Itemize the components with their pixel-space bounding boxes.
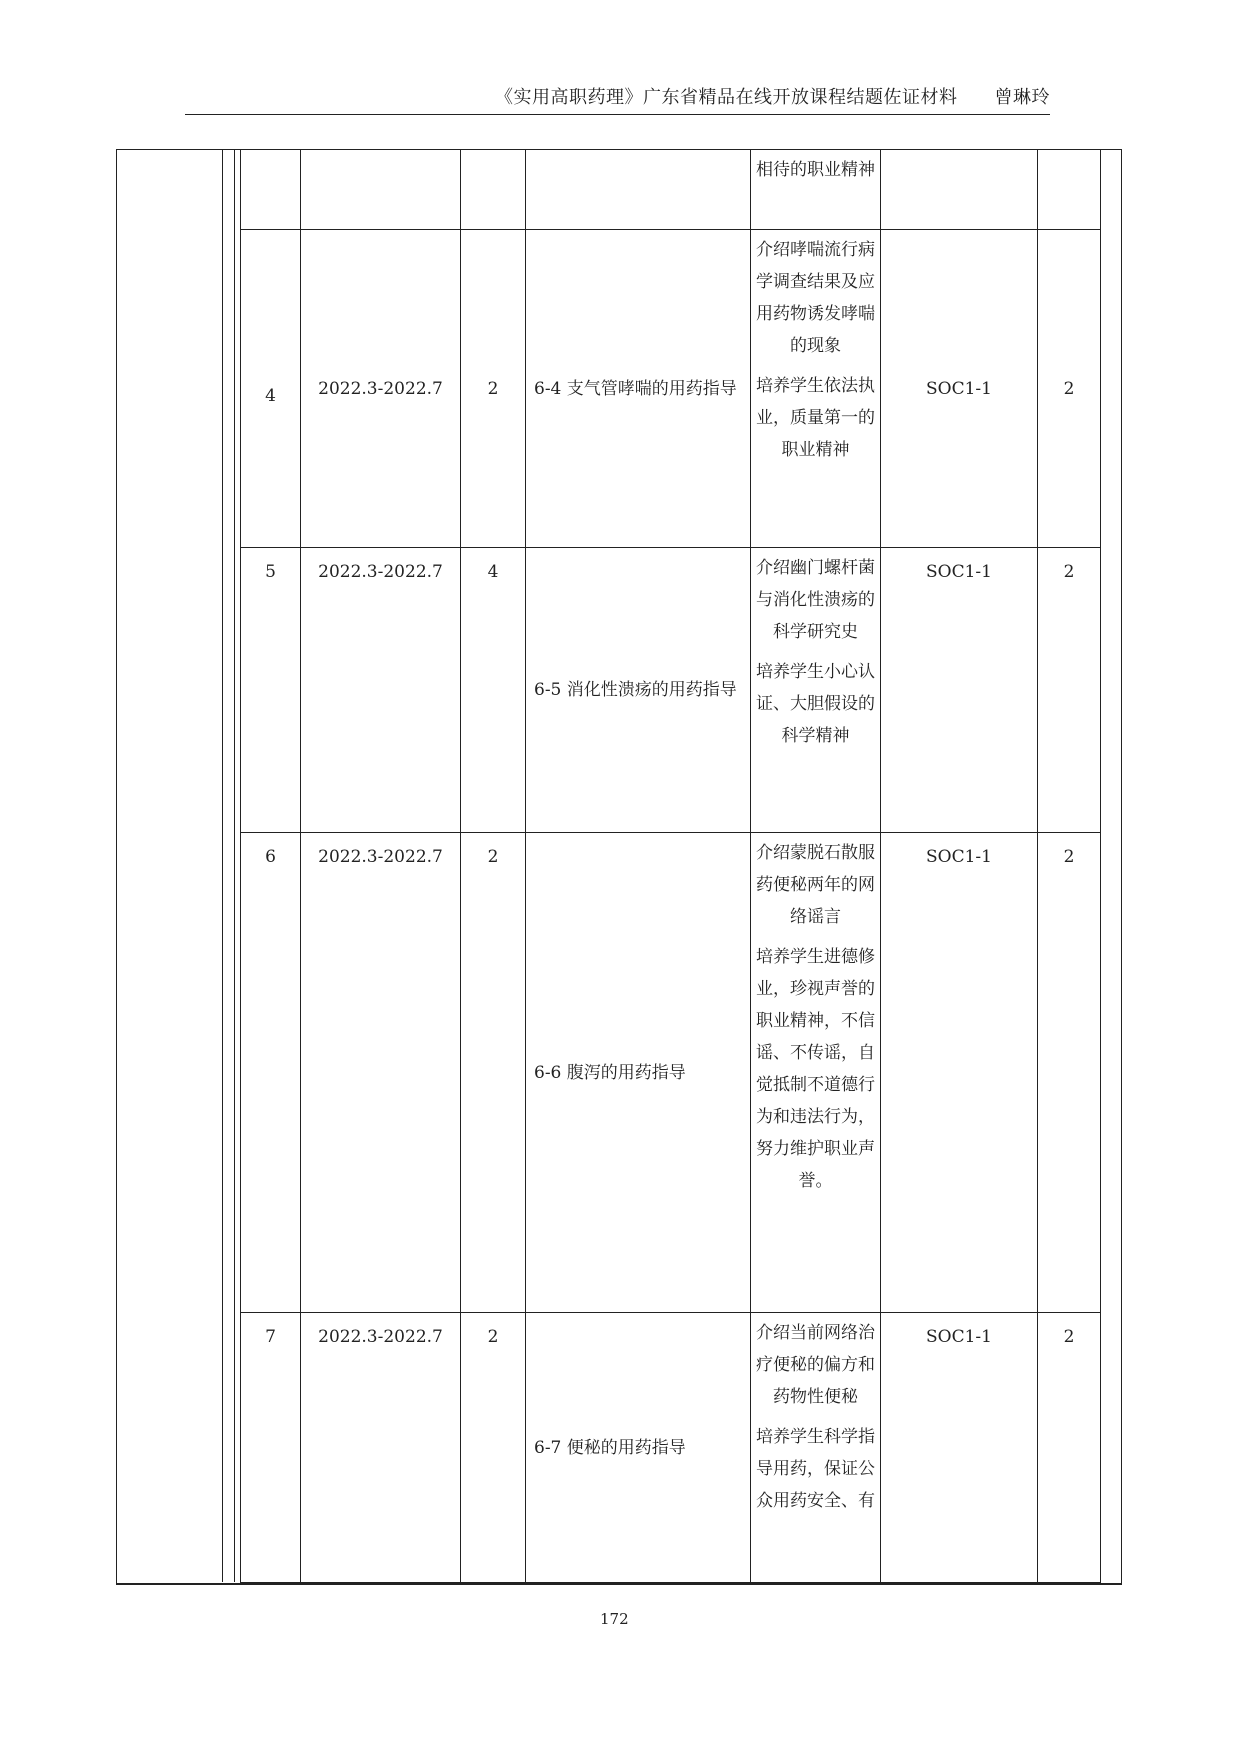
content-paragraph: 介绍幽门螺杆菌与消化性溃疡的科学研究史 <box>756 558 875 642</box>
cell-topic: 6-6 腹泻的用药指导 <box>526 833 751 1313</box>
page-header <box>185 86 1050 115</box>
cell-score: 2 <box>1038 230 1101 548</box>
cell-score: 2 <box>1038 1313 1101 1583</box>
cell-code: SOC1-1 <box>881 548 1038 833</box>
content-paragraph: 培养学生依法执业，质量第一的职业精神 <box>756 376 875 460</box>
cell-num: 6 <box>241 833 301 1313</box>
cell-content <box>751 150 881 230</box>
cell-topic <box>526 150 751 230</box>
cell-content <box>751 230 881 548</box>
cell-score <box>1038 150 1101 230</box>
cell-hours: 2 <box>461 833 526 1313</box>
cell-num: 4 <box>241 230 301 548</box>
cell-topic: 6-5 消化性溃疡的用药指导 <box>526 548 751 833</box>
cell-score: 2 <box>1038 548 1101 833</box>
course-table <box>240 149 1101 1583</box>
cell-code <box>881 150 1038 230</box>
table-row <box>241 548 1101 833</box>
cell-num: 7 <box>241 1313 301 1583</box>
cell-date: 2022.3-2022.7 <box>301 548 461 833</box>
header-text: 《实用高职药理》广东省精品在线开放课程结题佐证材料 曾琳玲 <box>495 87 1050 108</box>
cell-hours <box>461 150 526 230</box>
cell-num: 5 <box>241 548 301 833</box>
cell-content <box>751 1313 881 1583</box>
cell-num <box>241 150 301 230</box>
cell-date <box>301 150 461 230</box>
content-paragraph: 相待的职业精神 <box>756 160 875 180</box>
cell-code: SOC1-1 <box>881 833 1038 1313</box>
cell-code: SOC1-1 <box>881 1313 1038 1583</box>
content-paragraph: 介绍哮喘流行病学调查结果及应用药物诱发哮喘的现象 <box>756 240 875 356</box>
table-row <box>241 833 1101 1313</box>
page-number: 172 <box>600 1610 629 1628</box>
cell-code: SOC1-1 <box>881 230 1038 548</box>
cell-date: 2022.3-2022.7 <box>301 833 461 1313</box>
table-row <box>241 1313 1101 1583</box>
content-paragraph: 介绍蒙脱石散服药便秘两年的网络谣言 <box>756 843 875 927</box>
cell-hours: 2 <box>461 230 526 548</box>
table-row <box>241 150 1101 230</box>
content-paragraph: 介绍当前网络治疗便秘的偏方和药物性便秘 <box>756 1323 875 1407</box>
cell-topic: 6-7 便秘的用药指导 <box>526 1313 751 1583</box>
cell-date: 2022.3-2022.7 <box>301 230 461 548</box>
content-paragraph: 培养学生进德修业，珍视声誉的职业精神，不信谣、不传谣，自觉抵制不道德行为和违法行为，努力维护职业声誉。 <box>756 947 875 1191</box>
frame-divider-1 <box>222 149 223 1582</box>
frame-divider-2 <box>234 149 235 1582</box>
cell-topic: 6-4 支气管哮喘的用药指导 <box>526 230 751 548</box>
cell-score: 2 <box>1038 833 1101 1313</box>
cell-content <box>751 548 881 833</box>
cell-hours: 2 <box>461 1313 526 1583</box>
cell-content <box>751 833 881 1313</box>
cell-hours: 4 <box>461 548 526 833</box>
table-row <box>241 230 1101 548</box>
content-paragraph: 培养学生科学指导用药，保证公众用药安全、有 <box>756 1427 875 1511</box>
content-paragraph: 培养学生小心认证、大胆假设的科学精神 <box>756 662 875 746</box>
cell-date: 2022.3-2022.7 <box>301 1313 461 1583</box>
